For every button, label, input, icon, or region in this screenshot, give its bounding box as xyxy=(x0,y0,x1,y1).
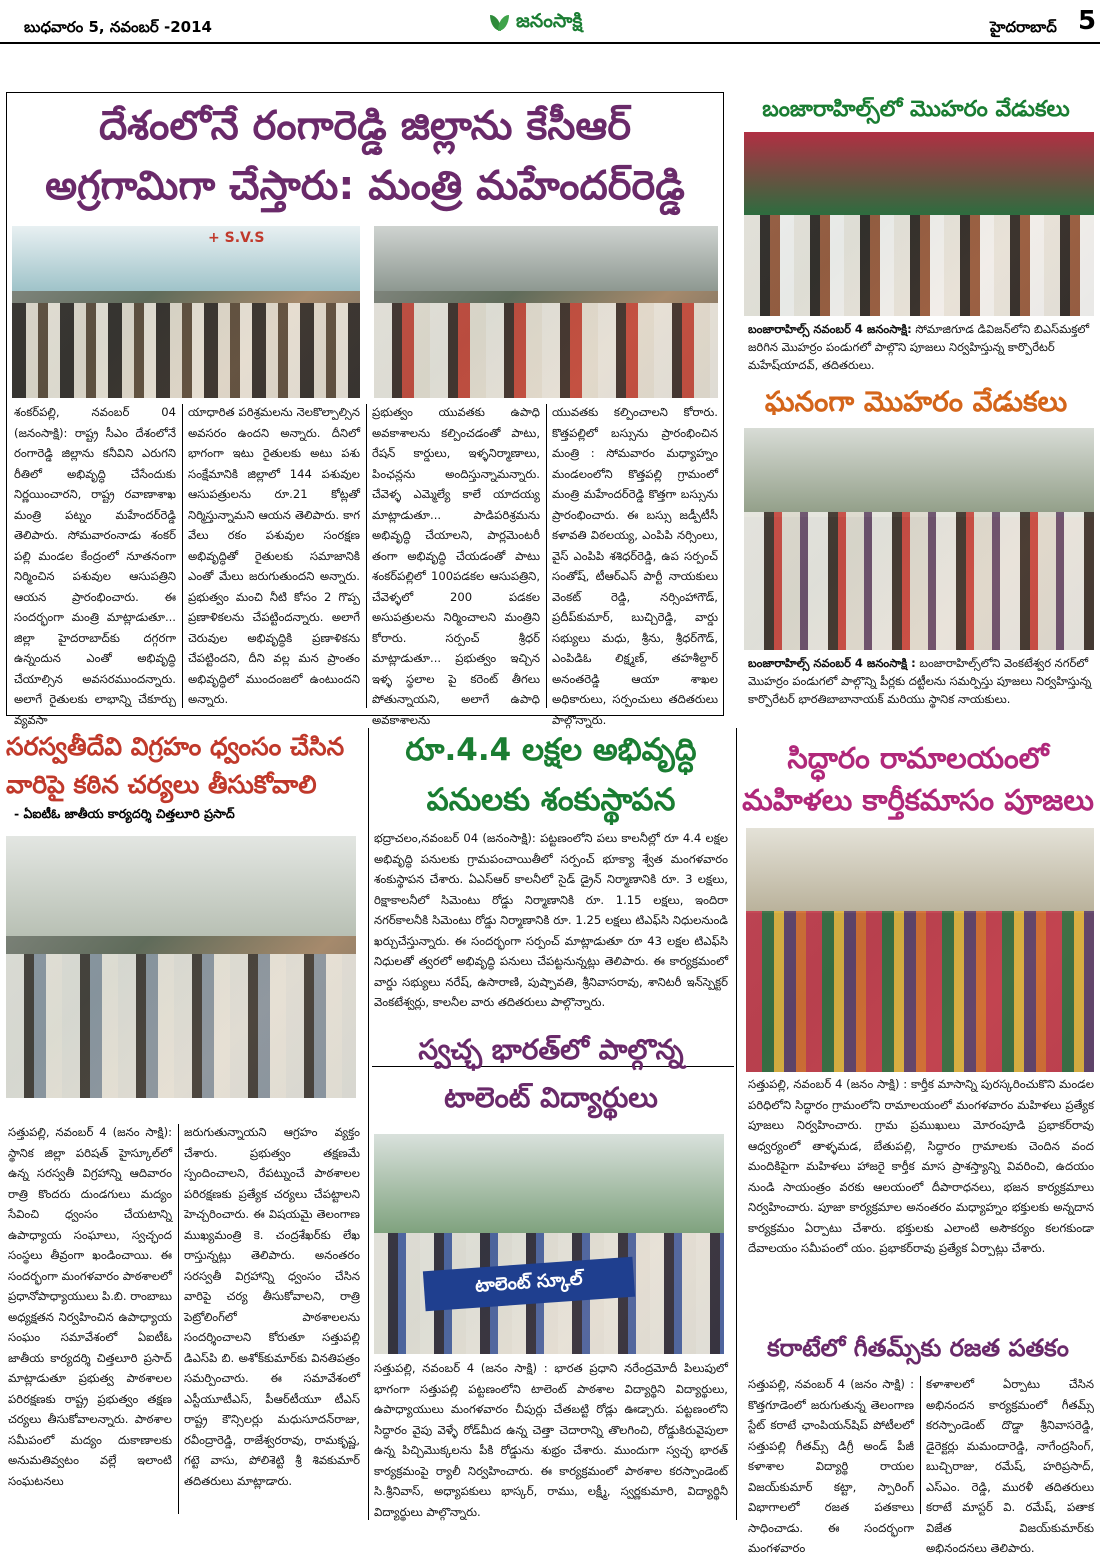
col-divider xyxy=(182,404,183,708)
banjara-headline: బంజారాహిల్స్‌లో మొహరం వేడుకలు xyxy=(762,97,1070,122)
ghananga-photo xyxy=(744,428,1094,650)
section-divider xyxy=(368,728,369,1520)
col-divider xyxy=(366,404,367,708)
siddharam-headline-line1: సిద్ధారం రామాలయంలో xyxy=(787,741,1049,775)
ghananga-caption-text: బంజారాహిల్స్‌లోని వెంకటేశ్వర నగర్‌లో మొహర్రం పండుగలో పాల్గొన్ని పీర్లకు దట్టీలను సమర్పిస్తు పూజలు నిర్వహిస్తున్న కార్పొరేటర్ భారతిబాబానాయక్ మరియు స్థానిక నాయకులు. xyxy=(748,656,1092,706)
main-headline-line1: దేశంలోనే రంగారెడ్డి జిల్లాను కేసీఆర్ xyxy=(98,103,632,149)
siddharam-photo xyxy=(746,828,1094,1072)
bhadrachalam-text: భద్రాచలం,నవంబర్ 04 (జనంసాక్షి): పట్టణంలోని పలు కాలనీల్లో రూ 4.4 లక్షల అభివృద్ధి పనులకు గ్రామపంచాయితీలో సర్పంచ్ భూక్యా శ్వేత మంగళవారం శంకుస్థాపన చేశారు. ఏఎస్‌ఆర్ కాలనీలో సైడ్ డ్రైన్ నిర్మాణానికి రూ. 3 లక్షలు, రిక్షాకాలనీలో సిమెంటు రోడ్డు నిర్మాణానికి రూ. 1.15 లక్షలు, ఇందిరా నగర్‌కాలనీకి సిమెంటు రోడ్డు నిర్మాణానికి రూ. 1.25 లక్షలు టిఎఫ్‌సి నిధులనుండి ఖర్చుచేస్తున్నారు. ఈ సందర్భంగా సర్పంచ్ మాట్లాడుతూ రూ 43 లక్షల టిఎఫ్‌సి నిధులతో త్వరలో అభివృద్ధి పనులు చేపట్టనున్నట్లు తెలిపారు. ఈ కార్యక్రమంలో వార్డు సభ్యులు నరేష్, ఉసారాణి, పుష్పావతి, శ్రీనివాసరావు, శానిటరీ ఇన్‌స్పెక్టర్ వెంకటేశ్వర్లు, కాలనీల వారు తదితరులు పాల్గొన్నారు. xyxy=(374,831,728,1009)
saraswati-headline-line1: సరస్వతీదేవి విగ్రహం ధ్వంసం చేసిన xyxy=(6,732,345,761)
saraswati-headline-line2: వారిపై కఠిన చర్యలు తీసుకోవాలి xyxy=(6,770,317,799)
banjara-caption-dateline: బంజారాహిల్స్ నవంబర్ 4 జనంసాక్షి: xyxy=(748,322,912,336)
swachh-photo xyxy=(374,1134,724,1354)
main-headline-line2: అగ్రగామిగా చేస్తారు: మంత్రి మహేందర్‌రెడ్డి xyxy=(45,163,685,209)
col-divider xyxy=(178,1124,179,1514)
swachh-banner-text: టాలెంట్ స్కూల్ xyxy=(474,1267,584,1297)
banjara-caption-text: సోమాజిగూడ డివిజన్‌లోని బిఎస్‌మక్తలో జరిగిన మొహర్రం పండుగలో పాల్గొని పూజలు నిర్వహిస్తున్న కార్పొరేటర్ మహేష్‌యాదవ్, తదితరులు. xyxy=(748,322,1090,372)
karate-col2: కళాశాలలో ఏర్పాటు చేసిన అభినందన కార్యక్రమంలో గీతమ్స్ కరస్పాండెంట్ దొడ్డా శ్రీనివాసరెడ్డి, డైరెక్టర్లు మమందారెడ్డి, నాగేంద్రసింగ్, బుచ్చిరాజు, రమేష్, హరిప్రసాద్, ఎస్‌ఎం. రెడ్డి, మురళీ తదితరులు కరాటే మాస్టర్ వి. రమేష్, పతాక విజేత విజయ్‌కుమార్‌కు అభినందనలు తెలిపారు. xyxy=(926,1377,1094,1555)
leaf-icon xyxy=(490,13,510,33)
main-photo-ceremony xyxy=(12,226,360,398)
ghananga-caption xyxy=(748,654,1094,728)
header-city: హైదరాబాద్ xyxy=(990,18,1057,36)
ghananga-headline: ఘనంగా మొహరం వేడుకలు xyxy=(764,385,1068,418)
col-divider xyxy=(546,404,547,708)
saraswati-col2: జరుగుతున్నాయని ఆగ్రహం వ్యక్తం చేశారు. ప్రభుత్వం తక్షణమే స్పందించాలని, రేపట్నుంచే పాఠశాలల పరిరక్షణకు ప్రత్యేక చర్యలు చేపట్టాలని హెచ్చరించారు. ఈ విషయమై తెలంగాణ ముఖ్యమంత్రి కె. చంద్రశేఖర్‌కు లేఖ రాస్తున్నట్లు తెలిపారు. అనంతరం సరస్వతీ విగ్రహాన్ని ధ్వంసం చేసిన వారిపై చర్య తీసుకోవాలని, రాత్రి పెట్రోలింగ్‌లో పాఠశాలలను సందర్శించాలని కోరుతూ సత్తుపల్లి డిఎస్‌పి బి. అశోక్‌కుమార్‌కు వినతిపత్రం సమర్పించారు. ఈ సమావేశంలో ఎస్టీయూటీఎస్, పీఆర్‌టీయూ టీఎస్ రాష్ట్ర కౌన్సిలర్లు మధుసూదన్‌రాజు, రవీంద్రారెడ్డి, రాజేశ్వరరావు, రామకృష్ణ, గట్టె వాసు, పోలిశెట్టి శ్రీ శివకుమార్ తదితరులు మాట్లాడారు. xyxy=(184,1125,360,1488)
main-story-col4: యువతకు కల్పించాలని కోరారు. కొత్తపల్లిలో బస్సును ప్రారంభించిన మంత్రి : సోమవారం మధ్యాహ్నం మండలంలోని కొత్తపల్లి గ్రామంలో మంత్రి మహేందర్‌రెడ్డి కొత్తగా బస్సును ప్రారంభించారు. ఈ బస్సు జడ్పీటీసీ కళావతి విఠలయ్య, ఎంపిపి నర్సింలు, వైస్ ఎంపిపి శశిధర్‌రెడ్డి, ఉప సర్పంచ్ సంతోష్, టీఆర్ఎస్ పార్టీ నాయకులు వెంకట్ రెడ్డి, నర్సింహాగౌడ్, ప్రదీప్‌కుమార్, బుచ్చిరెడ్డి, వార్డు సభ్యులు మధు, శ్రీను, శ్రీధర్‌గౌడ్, ఎంపిడిఓ లిక్ష్మణ్, తహశీల్దార్ అనంతరెడ్డి ఆయా శాఖల అధికారులు, సర్పంచులు తదితరులు పాల్గొన్నారు. xyxy=(552,405,718,727)
karate-col1: సత్తుపల్లి, నవంబర్ 4 (జనం సాక్షి) : కొత్తగూడెంలో జరుగుతున్న తెలంగాణ స్టేట్ కరాటే ఛాంపియన్‌షిప్ పోటీలలో సత్తుపల్లి గీతమ్స్ డిగ్రీ అండ్ పీజీ కళాశాల విద్యార్థి రాయల విజయ్‌కుమార్ కట్టా, స్పారింగ్ విభాగాలలో రజత పతకాలు సాధించాడు. ఈ సందర్భంగా మంగళవారం xyxy=(748,1377,914,1555)
siddharam-text: సత్తుపల్లి, నవంబర్ 4 (జనం సాక్షి) : కార్తీక మాసాన్ని పురస్కరించుకొని మండల పరిధిలోని సిద్ధారం గ్రామంలోని రామాలయంలో మంగళవారం మహిళలు ప్రత్యేక పూజలు నిర్వహించారు. గ్రామ ప్రముఖులు మోరంపూడి ప్రభాకర్‌రావు ఆధ్వర్యంలో తాళ్ళమడ, బేతుపల్లి, సిద్ధారం గ్రామాలకు చెందిన వంద మందికిపైగా మహిళలు హాజరై కార్తీక మాస ప్రాశస్త్యాన్ని వివరించి, ఉదయం నుండి సాయంత్రం వరకు ఆలయంలో దీపారాధనలు, భజన కార్యక్రమాలు నిర్వహించారు. పూజా కార్యక్రమాల అనంతరం మధ్యాహ్నం భక్తులకు అన్నదాన కార్యక్రమం ఏర్పాటు చేశారు. భక్తులకు ఎలాంటి అసౌకర్యం కలగకుండా దేవాలయం సమీపంలో యం. ప్రభాకర్‌రావు ప్రత్యేక ఏర్పాట్లు చేశారు. xyxy=(748,1077,1094,1255)
header-date: బుధవారం 5, నవంబర్ -2014 xyxy=(24,18,212,36)
ghananga-caption-dateline: బంజారాహిల్స్ నవంబర్ 4 జనంసాక్షి : xyxy=(748,656,916,670)
saraswati-byline: - ఏఐటీఓ జాతీయ కార్యదర్శి చిత్తలూరి ప్రసాద్ xyxy=(14,806,235,821)
main-story-col2: యాధారిత పరిశ్రమలను నెలకొల్పాల్సిన అవసరం ఉందని అన్నారు. దీనిలో భాగంగా ఇటు రైతులకు అటు పశు సంక్షేమానికి జిల్లాలో 144 పశువుల ఆసుపత్రులను రూ.21 కోట్లతో నిర్మిస్తున్నామని ఆయన తెలిపారు. కాగ వేలు రకం పశువుల సంరక్షణ అభివృద్ధితో రైతులకు సమాజానికి ఎంతో మేలు జరుగుతుందని అన్నారు. ప్రభుత్వం మంచి నీటి కోసం 2 గొప్ప ప్రణాళికలను చేపట్టిందన్నారు. అలాగే చెరువుల అభివృద్ధికి ప్రణాళికను చేపట్టిందని, దీని వల్ల మన ప్రాంతం అభివృద్ధిలో ముందంజలో ఉంటుందని అన్నారు. xyxy=(188,405,360,706)
bhadrachalam-headline-line1: రూ.4.4 లక్షల అభివృద్ధి xyxy=(405,732,697,768)
logo-text: జనంసాక్షి xyxy=(516,9,583,32)
main-story-col1: శంకర్‌పల్లి, నవంబర్ 04 (జనంసాక్షి): రాష్ట్ర సీఎం దేశంలోనే రంగారెడ్డి జిల్లాను కనీవిని ఎరుగని రీతిలో అభివృద్ధి చేసేందుకు నిర్ణయించారని, రాష్ట్ర రవాణాశాఖ మంత్రి పట్నం మహేందర్‌రెడ్డి తెలిపారు. సోమవారంనాడు శంకర్ పల్లి మండల కేంద్రంలో నూతనంగా నిర్మించిన పశువుల ఆసుపత్రిని ఆయన ప్రారంభించారు. ఈ సందర్భంగా మంత్రి మాట్లాడుతూ... జిల్లా హైదరాబాద్‌కు దగ్గరగా ఉన్నందున ఎంతో అభివృద్ధి చేయాల్సిన అవసరముందన్నారు. అలాగే రైతులకు లాభాన్ని చేకూర్చు వ్యవసా xyxy=(14,405,176,727)
banjara-caption xyxy=(748,320,1094,378)
swachh-headline-line2: టాలెంట్ విద్యార్థులు xyxy=(444,1081,658,1114)
main-story-col3: ప్రభుత్వం యువతకు ఉపాధి అవకాశాలను కల్పించడంతో పాటు, రేషన్ కార్డులు, ఇళ్ళనిర్మాణాలు, పింఛన్లను అందిస్తున్నామన్నారు. చేవెళ్ళ ఎమ్మెల్యే కాలే యాదయ్య మాట్లాడుతూ... పాడిపరిశ్రమను అభివృద్ధి చేయాలని, పార్లమెంటరీ తంగా అభివృద్ధి చేయడంతో పాటు శంకర్‌పల్లిలో 100పడకల ఆసుపత్రిని, చేవెళ్ళలో 200 పడకల అసుపత్రులను నిర్మించాలని మంత్రిని కోరారు. సర్పంచ్ శ్రీధర్ మాట్లాడుతూ... ప్రభుత్వం ఇచ్చిన ఇళ్ళ స్థలాల పై కరెంట్ తీగలు పోతున్నాయని, అలాగే ఉపాధి అవకాశాలను xyxy=(372,405,540,727)
siddharam-headline-line2: మహిళలు కార్తీకమాసం పూజలు xyxy=(742,783,1094,817)
banjara-photo xyxy=(744,132,1094,316)
karate-headline: కరాటేలో గీతమ్స్‌కు రజత పతకం xyxy=(767,1334,1069,1362)
page-number: 5 xyxy=(1078,6,1097,36)
masthead-logo xyxy=(490,8,582,38)
saraswati-col1: సత్తుపల్లి, నవంబర్ 4 (జనం సాక్షి): స్థానిక జిల్లా పరిషత్ హైస్కూల్‌లో ఉన్న సరస్వతీ విగ్రహాన్ని ఆదివారం రాత్రి కొందరు దుండగులు మద్యం సేవించి ధ్వంసం చేయటాన్ని ఉపాధ్యాయ సంఘాలు, స్వచ్ఛంద సంస్థలు తీవ్రంగా ఖండించాయి. ఈ సందర్భంగా మంగళవారం పాఠశాలలో ప్రధానోపాధ్యాయులు పి.బి. రాంబాబు అధ్యక్షతన నిర్వహించిన ఉపాధ్యాయ సంఘం సమావేశంలో ఏఐటీఓ జాతీయ కార్యదర్శి చిత్తలూరి ప్రసాద్ మాట్లాడుతూ ప్రభుత్వ పాఠశాలల పరిరక్షణకు రాష్ట్ర ప్రభుత్వం తక్షణ చర్యలు తీసుకోవాలన్నారు. పాఠశాల సమీపంలో మద్యం దుకాణాలకు అనుమతివ్వటం వల్లే ఇలాంటి సంఘటనలు xyxy=(8,1125,172,1488)
swachh-text: సత్తుపల్లి, నవంబర్ 4 (జనం సాక్షి) : భారత ప్రధాని నరేంద్రమోదీ పిలుపులో భాగంగా సత్తుపల్లి పట్టణంలోని టాలెంట్ పాఠశాల విద్యార్థిని విద్యార్థులు, ఉపాధ్యాయులు మంగళవారం చీపుర్లు చేతబట్టి రోడ్లు ఊడ్చారు. పట్టణంలోని సిద్ధారం వైపు వెళ్ళే రోడ్‌మీద ఉన్న చెత్తా చెదారాన్ని తొలగించి, రోడ్డుకిరువైపులా ఉన్న పిచ్చిమొక్కలను పీకి రోడ్డును శుభ్రం చేశారు. ముందుగా స్వచ్ఛ భారత్ కార్యక్రమంపై ర్యాలీ నిర్వహించారు. ఈ కార్యక్రమంలో పాఠశాల కరస్పాండెంట్ సి.శ్రీనివాస్, అధ్యాపకులు భాస్కర్, రాము, లక్ష్మీ, స్వర్ణకుమారి, విద్యార్థినీ విద్యార్థులు పాల్గొన్నారు. xyxy=(374,1361,728,1519)
saraswati-photo xyxy=(6,836,356,1098)
photo-banner-text: + S.V.S xyxy=(208,230,265,246)
col-divider xyxy=(920,1376,921,1514)
swachh-headline-line1: స్వచ్ఛ భారత్‌లో పాల్గొన్న xyxy=(418,1033,684,1066)
bhadrachalam-headline-line2: పనులకు శంకుస్థాపన xyxy=(426,782,676,818)
main-photo-ribbon xyxy=(374,226,718,398)
header-rule xyxy=(0,42,1100,44)
section-divider xyxy=(736,728,737,1520)
